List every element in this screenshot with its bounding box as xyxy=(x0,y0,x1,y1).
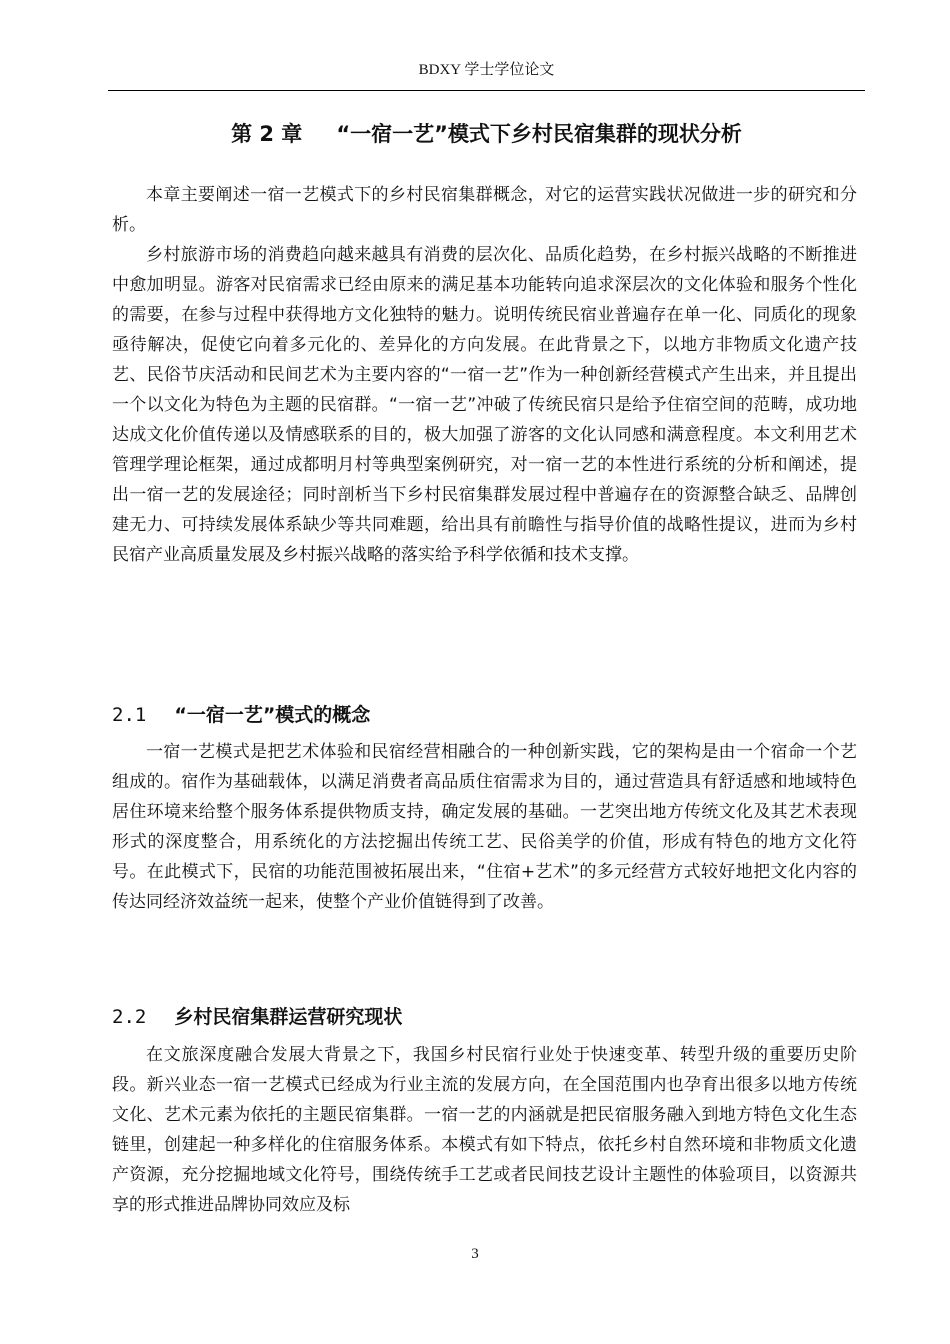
section-number: 2.1 xyxy=(112,704,147,726)
section-heading xyxy=(112,1002,402,1029)
paragraph: 在文旅深度融合发展大背景之下，我国乡村民宿行业处于快速变革、转型升级的重要历史阶段。新兴业态一宿一艺模式已经成为行业主流的发展方向，在全国范围内也孕育出很多以地方传统文化、艺术元素为依托的主题民宿集群。一宿一艺的内涵就是把民宿服务融入到地方特色文化生态链里，创建起一种多样化的住宿服务体系。本模式有如下特点，依托乡村自然环境和非物质文化遗产资源，充分挖掘地域文化符号，围绕传统手工艺或者民间技艺设计主题性的体验项目，以资源共享的形式推进品牌协同效应及标 xyxy=(112,1045,857,1215)
paragraph: 本章主要阐述一宿一艺模式下的乡村民宿集群概念，对它的运营实践状况做进一步的研究和分析。 xyxy=(112,185,857,235)
page-number: 3 xyxy=(471,1246,479,1262)
section-body xyxy=(112,737,857,917)
chapter-title-text: “一宿一艺”模式下乡村民宿集群的现状分析 xyxy=(336,122,742,146)
section-title: 乡村民宿集群运营研究现状 xyxy=(174,1006,403,1028)
header-rule xyxy=(108,90,865,91)
section-body xyxy=(112,1040,857,1220)
intro-block xyxy=(112,180,857,570)
running-header: BDXY 学士学位论文 xyxy=(418,62,555,78)
section-heading xyxy=(112,700,370,727)
chapter-number: 第 2 章 xyxy=(231,122,303,146)
paragraph: 乡村旅游市场的消费趋向越来越具有消费的层次化、品质化趋势，在乡村振兴战略的不断推进中愈加明显。游客对民宿需求已经由原来的满足基本功能转向追求深层次的文化体验和服务个性化的需要，在参与过程中获得地方文化独特的魅力。说明传统民宿业普遍存在单一化、同质化的现象亟待解决，促使它向着多元化的、差异化的方向发展。在此背景之下，以地方非物质文化遗产技艺、民俗节庆活动和民间艺术为主要内容的“一宿一艺”作为一种创新经营模式产生出来，并且提出一个以文化为特色为主题的民宿群。“一宿一艺”冲破了传统民宿只是给予住宿空间的范畴，成功地达成文化价值传递以及情感联系的目的，极大加强了游客的文化认同感和满意程度。本文利用艺术管理学理论框架，通过成都明月村等典型案例研究，对一宿一艺的本性进行系统的分析和阐述，提出一宿一艺的发展途径；同时剖析当下乡村民宿集群发展过程中普遍存在的资源整合缺乏、品牌创建无力、可持续发展体系缺少等共同难题，给出具有前瞻性与指导价值的战略性提议，进而为乡村民宿产业高质量发展及乡村振兴战略的落实给予科学依循和技术支撑。 xyxy=(112,245,857,565)
section-title: “一宿一艺”模式的概念 xyxy=(174,704,371,726)
section-number: 2.2 xyxy=(112,1006,147,1028)
chapter-title xyxy=(108,118,865,148)
paragraph: 一宿一艺模式是把艺术体验和民宿经营相融合的一种创新实践，它的架构是由一个宿命一个艺组成的。宿作为基础载体，以满足消费者高品质住宿需求为目的，通过营造具有舒适感和地域特色居住环境来给整个服务体系提供物质支持，确定发展的基础。一艺突出地方传统文化及其艺术表现形式的深度整合，用系统化的方法挖掘出传统工艺、民俗美学的价值，形成有特色的地方文化符号。在此模式下，民宿的功能范围被拓展出来，“住宿+艺术”的多元经营方式较好地把文化内容的传达同经济效益统一起来，使整个产业价值链得到了改善。 xyxy=(112,742,857,912)
